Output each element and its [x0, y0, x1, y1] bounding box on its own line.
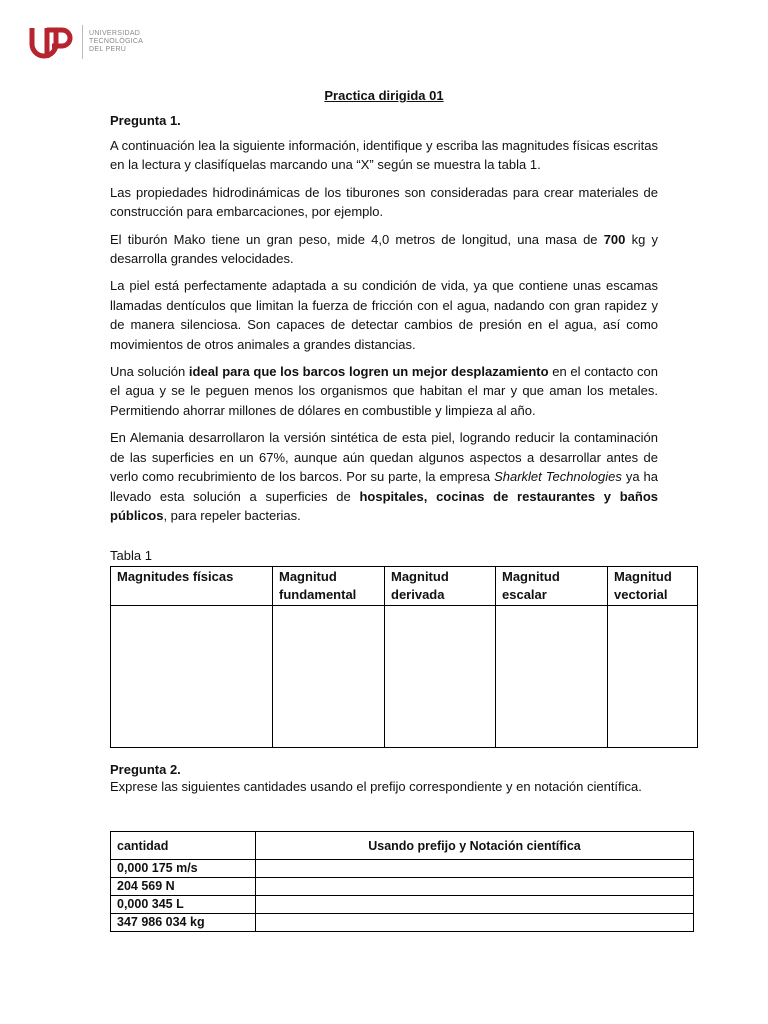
answer-cell[interactable] [256, 914, 694, 932]
p3-mass-value: 700 [603, 231, 626, 247]
table-1-cell[interactable] [111, 606, 273, 748]
table-1-header: Magnitud derivada [385, 567, 496, 606]
quantity-cell: 347 986 034 kg [111, 914, 256, 932]
table-row [111, 860, 694, 878]
table-1 [110, 566, 698, 748]
table-1-label: Tabla 1 [110, 548, 152, 563]
table-1-header: Magnitud vectorial [608, 567, 698, 606]
question-2-heading: Pregunta 2. [110, 762, 181, 777]
p5-text-c: en el contacto con el agua y se le peguen menos los organismos que habitan el mar y que aman los metales. Permitiendo ahorrar millones de dólares en combustible y limpieza al año. [110, 364, 658, 418]
quantity-cell: 204 569 N [111, 878, 256, 896]
table-1-cell[interactable] [385, 606, 496, 748]
answer-cell[interactable] [256, 878, 694, 896]
p3-text-c: kg y desarrolla grandes velocidades. [110, 231, 658, 267]
quantity-cell: 0,000 345 L [111, 896, 256, 914]
table-row [111, 878, 694, 896]
q2-instructions: Exprese las siguientes cantidades usando el prefijo correspondiente y en notación científica. [110, 779, 642, 794]
document-title: Practica dirigida 01 [324, 88, 444, 103]
table-1-header: Magnitud fundamental [273, 567, 385, 606]
table-row [111, 896, 694, 914]
university-logo [28, 22, 143, 62]
q1-paragraph-3 [110, 230, 658, 269]
p6-text-e: , para repeler bacterias. [163, 507, 301, 523]
table-1-header: Magnitudes físicas [111, 567, 273, 606]
p3-text-a: El tiburón Mako tiene un gran peso, mide 4,0 metros de longitud, una masa de [110, 231, 604, 247]
table-2-header-cantidad: cantidad [111, 832, 256, 860]
table-1-header: Magnitud escalar [496, 567, 608, 606]
table-row [111, 914, 694, 932]
q1-paragraph-4: La piel está perfectamente adaptada a su condición de vida, ya que contiene unas escamas llamadas dentículos que limitan la fuerza de fricción con el agua, nadando con gran rapidez y de manera silenciosa. Son capaces de detectar cambios de presión en el agua, así como movimientos de otros animales a grandes distancias. [110, 278, 658, 352]
table-1-header-row [111, 567, 698, 606]
table-2 [110, 831, 694, 932]
p6-text-c: ya ha llevado esta solución a superficies de [110, 469, 659, 504]
logo-line-3: DEL PERÚ [89, 46, 127, 53]
table-2-header-notation: Usando prefijo y Notación científica [256, 832, 694, 860]
answer-cell[interactable] [256, 896, 694, 914]
q1-paragraph-5 [110, 362, 658, 420]
q1-paragraph-1: A continuación lea la siguiente información, identifique y escriba las magnitudes físicas escritas en la lectura y clasifíquelas marcando una “X” según se muestra la tabla 1. [110, 138, 658, 173]
q1-paragraph-6 [110, 428, 658, 525]
p5-text-a: Una solución [110, 364, 189, 380]
quantity-cell: 0,000 175 m/s [111, 860, 256, 878]
q1-paragraph-2: Las propiedades hidrodinámicas de los tiburones son consideradas para crear materiales de construcción para embarcaciones, por ejemplo. [110, 184, 658, 220]
p6-text-a: En Alemania desarrollaron la versión sintética de esta piel, logrando reducir la contaminación de las superficies en un 67%, aunque aún quedan algunos aspectos a desarrollar antes de verlo como recubrimiento de los barcos. Por su parte, la empresa [110, 430, 658, 485]
table-1-answer-row [111, 606, 698, 748]
p6-bold-places: hospitales, cocinas de restaurantes y baños públicos [110, 488, 658, 523]
table-1-cell[interactable] [273, 606, 385, 748]
question-1-heading: Pregunta 1. [110, 113, 181, 128]
logo-line-1: UNIVERSIDAD [89, 30, 141, 37]
table-2-header-row [111, 832, 694, 860]
logo-divider [82, 25, 83, 59]
question-2 [110, 762, 656, 796]
answer-cell[interactable] [256, 860, 694, 878]
table-1-cell[interactable] [608, 606, 698, 748]
utp-logo-icon [28, 22, 78, 62]
table-1-cell[interactable] [496, 606, 608, 748]
document-body [110, 88, 658, 533]
p6-company-name: Sharklet Technologies [494, 469, 622, 485]
p5-bold-phrase: ideal para que los barcos logren un mejor desplazamiento [188, 364, 549, 380]
logo-line-2: TECNOLÓGICA [89, 38, 144, 45]
logo-text [89, 30, 143, 54]
